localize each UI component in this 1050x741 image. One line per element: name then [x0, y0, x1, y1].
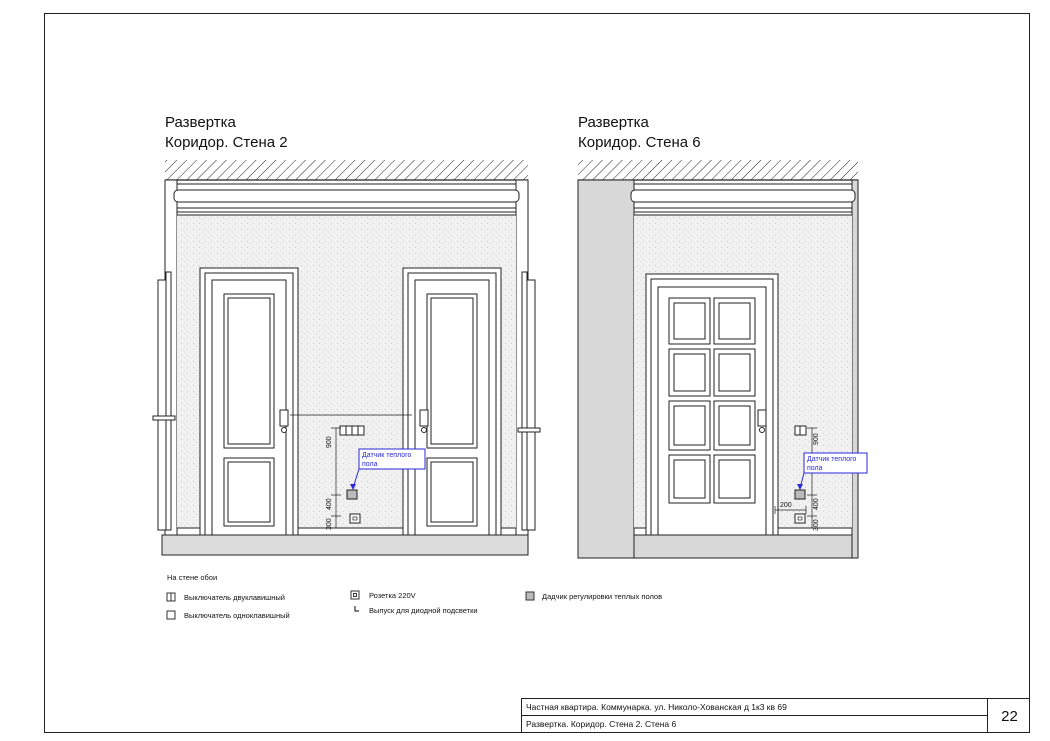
drawing-2-title-line2: Коридор. Стена 6	[578, 134, 701, 151]
dim-900-1: 900	[326, 436, 333, 448]
legend-socket: Розетка 220V	[369, 591, 416, 600]
title-block-sheet-name: Развертка. Коридор. Стена 2. Стена 6	[526, 719, 677, 729]
ceiling-hatch	[165, 160, 528, 180]
double-switch-block	[340, 426, 364, 435]
right-wall-fill	[852, 180, 858, 558]
callout-2-line1: Датчик теплого	[807, 456, 857, 463]
drawing-2-title-line1: Развертка	[578, 114, 649, 131]
dim-200-2: 200	[780, 502, 792, 509]
switch-block-2	[795, 426, 806, 435]
door-glazed	[646, 274, 778, 535]
floor-sensor-marker-2	[795, 490, 805, 499]
floor-section-2	[634, 535, 852, 558]
door-left	[200, 268, 298, 535]
legend-double-switch: Выключатель двуклавишный	[184, 593, 285, 602]
title-block	[521, 698, 1030, 733]
legend-heading: На стене обои	[167, 573, 218, 582]
title-block-project: Частная квартира. Коммунарка. ул. Николо-Хованская д 1к3 кв 69	[522, 699, 987, 716]
dim-900-2: 900	[813, 433, 820, 445]
dim-400-2: 400	[813, 498, 820, 510]
drawing-1-title-line2: Коридор. Стена 2	[165, 134, 288, 151]
left-wall-fill	[578, 180, 634, 558]
wall-6-elevation	[578, 160, 867, 558]
wall-2-elevation	[153, 160, 540, 555]
legend-single-switch: Выключатель одноклавишный	[184, 611, 290, 620]
callout-2-line2: пола	[807, 465, 823, 472]
door-right	[403, 268, 501, 535]
callout-1-line1: Датчик теплого	[362, 452, 412, 459]
dim-300-2: 300	[813, 519, 820, 531]
floor-regulator-symbol	[526, 592, 534, 600]
legend-floor-regulator: Дадчик регулировки теплых полов	[542, 592, 663, 601]
ceiling-cornice-2	[631, 184, 855, 215]
floor-section	[162, 535, 528, 555]
led-outlet-symbol	[355, 606, 359, 611]
title-block-sheet-number: 22	[987, 699, 1031, 733]
drawing-1-title-line1: Развертка	[165, 114, 236, 131]
single-switch-symbol	[167, 611, 175, 619]
callout-1-line2: пола	[362, 461, 378, 468]
floor-sensor-marker-1	[347, 490, 357, 499]
legend-led-outlet: Выпуск для диодной подсветки	[369, 606, 478, 615]
dim-300-1: 300	[326, 518, 333, 530]
ceiling-hatch-2	[578, 160, 858, 180]
ceiling-cornice	[174, 184, 519, 215]
dim-400-1: 400	[326, 498, 333, 510]
